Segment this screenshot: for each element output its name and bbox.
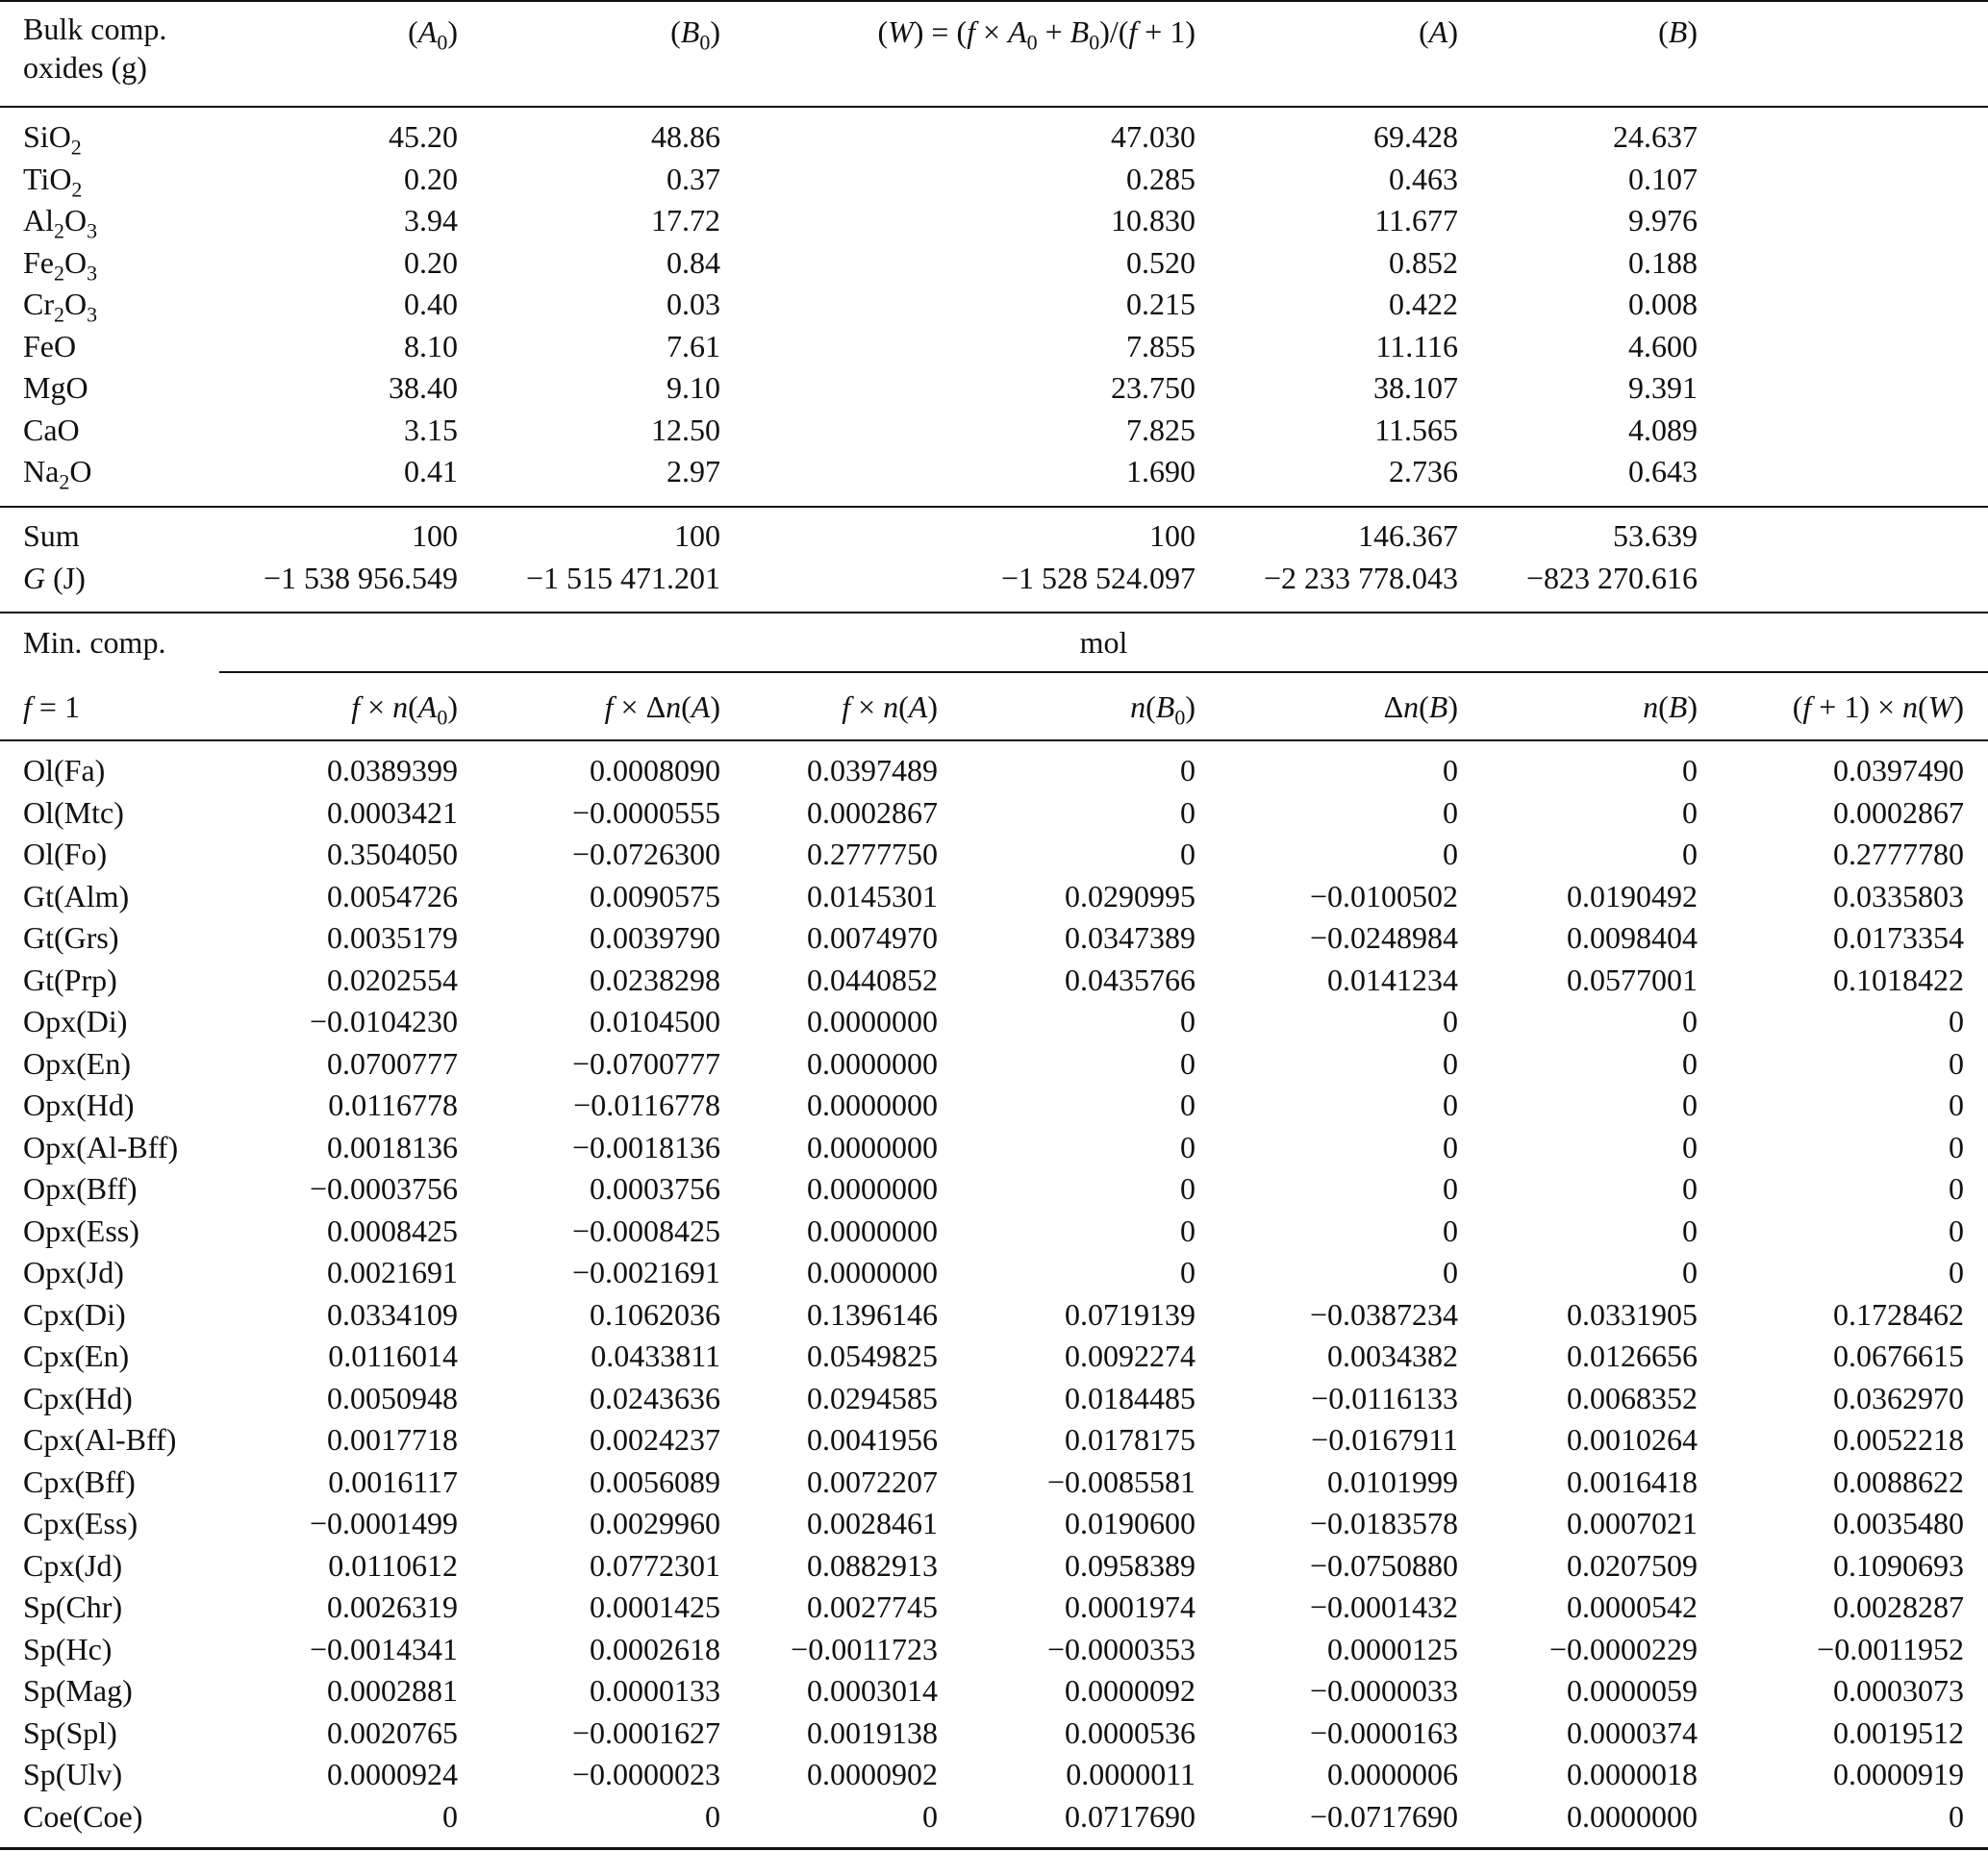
- mineral-value: 0.0026319: [327, 1589, 458, 1624]
- mineral-value: 0.0000059: [1567, 1673, 1698, 1708]
- mineral-value: 0.0054726: [327, 878, 458, 913]
- mineral-value: 0.0028461: [807, 1506, 938, 1540]
- mineral-name: Opx(Di): [23, 1004, 128, 1038]
- mineral-value: 0.0018136: [327, 1129, 458, 1164]
- mineral-value: 0: [922, 1798, 938, 1834]
- oxide-value: 0.03: [667, 287, 720, 321]
- mineral-value: −0.0717690: [1309, 1798, 1458, 1834]
- oxide-value: 23.750: [1111, 370, 1195, 405]
- mineral-value: 0: [1443, 1129, 1458, 1164]
- mineral-name: Sp(Mag): [23, 1673, 133, 1708]
- mineral-value: 0.0001425: [590, 1589, 720, 1624]
- header-f-dnA: f × Δn(A): [604, 689, 720, 724]
- mineral-value: 0.0000018: [1567, 1757, 1698, 1791]
- oxide-value: 0.40: [404, 287, 458, 321]
- mineral-value: 0.0019138: [807, 1714, 938, 1750]
- mineral-name: Gt(Grs): [23, 920, 119, 955]
- mineral-value: 0.0020765: [327, 1714, 458, 1750]
- oxide-value: 38.107: [1373, 370, 1458, 405]
- oxide-value: 0.37: [667, 161, 720, 196]
- header-nB: n(B): [1643, 689, 1698, 724]
- oxides-bottom-rule: [0, 506, 1988, 508]
- mineral-value: 0: [1180, 1213, 1195, 1248]
- mineral-name: Opx(Hd): [23, 1088, 135, 1122]
- oxide-value: 24.637: [1613, 119, 1698, 154]
- mineral-value: −0.0000353: [1046, 1631, 1195, 1666]
- mineral-value: 0.0016418: [1567, 1463, 1698, 1499]
- total-value: −823 270.616: [1525, 560, 1698, 595]
- mineral-value: 0.0008425: [327, 1213, 458, 1248]
- mineral-value: −0.0167911: [1311, 1422, 1458, 1457]
- mineral-value: 0: [1443, 1255, 1458, 1289]
- mineral-value: 0.0145301: [807, 878, 938, 913]
- mineral-value: 0.0202554: [327, 962, 458, 997]
- oxide-value: 0.422: [1389, 287, 1458, 321]
- mineral-name: Opx(En): [23, 1045, 131, 1081]
- oxide-value: 0.41: [404, 454, 458, 488]
- header-b: (B): [1658, 14, 1698, 49]
- mineral-value: −0.0001499: [309, 1506, 458, 1540]
- mineral-value: 0.0002867: [807, 794, 938, 830]
- total-value: 146.367: [1358, 518, 1458, 553]
- mineral-value: 0.0772301: [590, 1547, 720, 1583]
- mineral-value: 0.0028287: [1833, 1589, 1964, 1624]
- table-top-rule: [0, 0, 1988, 2]
- f-equals-header: f = 1: [23, 689, 80, 724]
- header-b0: $(B_0)$: [670, 14, 720, 55]
- mineral-value: 0: [1949, 1213, 1964, 1248]
- mineral-value: 0: [1443, 1171, 1458, 1206]
- mineral-value: 0.0440852: [807, 962, 938, 997]
- total-value: 53.639: [1613, 518, 1698, 553]
- mineral-value: 0.0024237: [590, 1422, 720, 1457]
- mineral-value: 0.0126656: [1567, 1338, 1698, 1373]
- oxide-value: 10.830: [1111, 203, 1195, 238]
- mineral-value: 0: [705, 1798, 720, 1834]
- mineral-value: 0.0000902: [807, 1757, 938, 1791]
- mineral-value: 0.0116778: [328, 1088, 458, 1122]
- mineral-name: Sp(Chr): [23, 1589, 123, 1624]
- header-a: (A): [1419, 14, 1458, 49]
- oxide-value: 11.677: [1374, 203, 1458, 238]
- mineral-name: Opx(Bff): [23, 1171, 138, 1206]
- oxide-value: 0.463: [1389, 161, 1458, 196]
- oxide-value: 0.188: [1628, 244, 1698, 280]
- mineral-name: Sp(Ulv): [23, 1757, 123, 1791]
- mineral-name: Cpx(Bff): [23, 1463, 136, 1499]
- mineral-value: −0.0248984: [1309, 920, 1458, 955]
- mineral-value: 0: [1180, 1004, 1195, 1038]
- mineral-value: 0.0294585: [807, 1380, 938, 1415]
- mineral-value: 0.0002618: [590, 1631, 720, 1666]
- mineral-value: 0: [442, 1798, 458, 1834]
- mineral-value: −0.0011952: [1817, 1631, 1964, 1666]
- mineral-value: 0.2777780: [1833, 837, 1964, 871]
- mineral-value: 0.0001974: [1065, 1589, 1195, 1624]
- oxide-value: 47.030: [1111, 119, 1195, 154]
- oxide-value: 0.20: [404, 161, 458, 196]
- mineral-value: 0: [1949, 1798, 1964, 1834]
- oxide-name: $Fe_2O_3$: [23, 244, 98, 286]
- mineral-value: 0: [1180, 1088, 1195, 1122]
- mineral-value: −0.0008425: [571, 1213, 720, 1248]
- mineral-name: Opx(Al-Bff): [23, 1129, 179, 1164]
- mineral-value: 0.0000006: [1327, 1757, 1458, 1791]
- mineral-value: 0: [1180, 753, 1195, 788]
- mineral-value: 0: [1180, 794, 1195, 830]
- total-value: −1 515 471.201: [525, 560, 720, 595]
- oxide-value: 0.008: [1628, 287, 1698, 321]
- oxide-value: 7.61: [667, 328, 720, 363]
- mineral-value: 0.0003073: [1833, 1673, 1964, 1708]
- mineral-value: −0.0100502: [1309, 878, 1458, 913]
- oxide-value: 17.72: [651, 203, 720, 238]
- mineral-value: 0.0050948: [327, 1380, 458, 1415]
- mineral-value: 0: [1443, 753, 1458, 788]
- mineral-name: Cpx(Jd): [23, 1547, 123, 1583]
- mineral-value: 0.0104500: [590, 1004, 720, 1038]
- mineral-value: −0.0000033: [1309, 1673, 1458, 1708]
- mineral-value: 0.0000011: [1066, 1757, 1195, 1791]
- mineral-name: Cpx(Di): [23, 1296, 126, 1332]
- mineral-value: −0.0116778: [573, 1088, 720, 1122]
- oxide-value: 11.116: [1375, 328, 1458, 363]
- table-bottom-rule: [0, 1847, 1988, 1850]
- oxide-name: TiO$_2$: [23, 161, 83, 202]
- mineral-value: 0.0021691: [327, 1255, 458, 1289]
- mineral-value: 0: [1443, 794, 1458, 830]
- mineral-value: −0.0014341: [309, 1631, 458, 1666]
- mineral-value: 0: [1180, 1129, 1195, 1164]
- oxide-value: 9.976: [1628, 203, 1698, 238]
- oxide-value: 0.643: [1628, 454, 1698, 488]
- mineral-value: 0.0433811: [591, 1338, 720, 1373]
- mineral-value: 0.0397490: [1833, 753, 1964, 788]
- header-a0: $(A_0)$: [408, 14, 458, 55]
- oxide-value: 69.428: [1373, 119, 1458, 154]
- mineral-value: 0.0700777: [327, 1045, 458, 1081]
- mineral-value: 0.3504050: [327, 837, 458, 871]
- mineral-value: 0.0072207: [807, 1463, 938, 1499]
- mineral-value: 0.0000092: [1065, 1673, 1195, 1708]
- mineral-value: 0.0000000: [807, 1129, 938, 1164]
- mineral-value: −0.0001432: [1309, 1589, 1458, 1624]
- mineral-value: 0.0190492: [1567, 878, 1698, 913]
- mineral-value: 0.0000000: [1567, 1798, 1698, 1834]
- mineral-value: 0: [1949, 1129, 1964, 1164]
- oxide-name: CaO: [23, 412, 80, 447]
- oxide-value: 9.391: [1628, 370, 1698, 405]
- oxide-value: 2.97: [667, 454, 720, 488]
- mineral-value: 0.0000000: [807, 1213, 938, 1248]
- mineral-value: 0: [1682, 753, 1698, 788]
- oxide-value: 7.855: [1126, 328, 1195, 363]
- mineral-value: 0.0362970: [1833, 1380, 1964, 1415]
- mineral-value: 0.0717690: [1065, 1798, 1195, 1834]
- mineral-value: 0: [1443, 1004, 1458, 1038]
- mineral-value: −0.0104230: [309, 1004, 458, 1038]
- oxide-value: 0.852: [1389, 244, 1458, 280]
- mineral-value: 0: [1180, 1255, 1195, 1289]
- oxide-value: 0.107: [1628, 161, 1698, 196]
- minerals-header-rule: [0, 739, 1988, 741]
- mineral-name: Sp(Spl): [23, 1714, 117, 1750]
- mineral-value: −0.0387234: [1309, 1296, 1458, 1332]
- mineral-value: 0.0000374: [1567, 1714, 1698, 1750]
- mineral-name: Cpx(Hd): [23, 1380, 133, 1415]
- mineral-value: 0.0397489: [807, 753, 938, 788]
- mineral-value: 0.0056089: [590, 1463, 720, 1499]
- oxide-value: 3.15: [404, 412, 458, 447]
- mineral-value: −0.0021691: [571, 1255, 720, 1289]
- mineral-name: Opx(Jd): [23, 1255, 124, 1289]
- mineral-value: 0.0017718: [327, 1422, 458, 1457]
- mineral-value: 0.0000542: [1567, 1589, 1698, 1624]
- mineral-value: −0.0000023: [571, 1757, 720, 1791]
- oxide-value: 0.20: [404, 244, 458, 280]
- mineral-value: 0.0882913: [807, 1547, 938, 1583]
- mineral-value: 0.0029960: [590, 1506, 720, 1540]
- mineral-value: −0.0183578: [1309, 1506, 1458, 1540]
- oxide-value: 0.285: [1126, 161, 1195, 196]
- mineral-value: 0.0173354: [1833, 920, 1964, 955]
- mineral-value: 0.0000924: [327, 1757, 458, 1791]
- mineral-value: 0.1090693: [1833, 1547, 1964, 1583]
- mineral-value: 0: [1443, 1088, 1458, 1122]
- oxide-value: 9.10: [667, 370, 720, 405]
- mineral-value: 0.0035480: [1833, 1506, 1964, 1540]
- mineral-value: 0.0178175: [1065, 1422, 1195, 1457]
- mineral-value: 0.0002881: [327, 1673, 458, 1708]
- mineral-value: −0.0001627: [571, 1714, 720, 1750]
- mineral-value: 0.0238298: [590, 962, 720, 997]
- mineral-value: 0.2777750: [807, 837, 938, 871]
- mineral-value: 0: [1949, 1045, 1964, 1081]
- mineral-value: 0.0016117: [328, 1463, 458, 1499]
- mineral-value: 0.0243636: [590, 1380, 720, 1415]
- mineral-name: Coe(Coe): [23, 1798, 143, 1834]
- mineral-value: 0.0110612: [328, 1547, 458, 1583]
- mineral-value: −0.0011723: [791, 1631, 938, 1666]
- mineral-value: 0.0027745: [807, 1589, 938, 1624]
- total-value: 100: [412, 518, 458, 553]
- mineral-value: 0: [1682, 1213, 1698, 1248]
- oxide-value: 12.50: [651, 412, 720, 447]
- header-f-nA0: $f \times n(A_0)$: [351, 689, 458, 730]
- mineral-value: 0.0090575: [590, 878, 720, 913]
- mineral-value: 0: [1682, 1171, 1698, 1206]
- mineral-value: 0: [1682, 1088, 1698, 1122]
- bulk-comp-header: Bulk comp. oxides (g): [23, 12, 167, 85]
- mineral-value: 0.1018422: [1833, 962, 1964, 997]
- mineral-value: 0.0092274: [1065, 1338, 1195, 1373]
- mineral-value: 0.0207509: [1567, 1547, 1698, 1583]
- mineral-value: 0.0435766: [1065, 962, 1195, 997]
- mineral-value: 0: [1443, 1045, 1458, 1081]
- mineral-value: 0.0719139: [1065, 1296, 1195, 1332]
- oxide-value: 38.40: [389, 370, 458, 405]
- mineral-value: 0: [1949, 1171, 1964, 1206]
- mineral-value: −0.0000229: [1548, 1631, 1698, 1666]
- header-nB0: $n(B_0)$: [1130, 689, 1195, 730]
- mineral-value: 0.0003421: [327, 794, 458, 830]
- mineral-value: 0.0389399: [327, 753, 458, 788]
- oxide-value: 4.600: [1628, 328, 1698, 363]
- oxide-name: FeO: [23, 328, 77, 363]
- mineral-value: 0: [1443, 1213, 1458, 1248]
- mineral-value: −0.0085581: [1046, 1463, 1195, 1499]
- mineral-name: Ol(Fo): [23, 837, 108, 871]
- mineral-name: Gt(Prp): [23, 962, 117, 997]
- mineral-value: 0.1728462: [1833, 1296, 1964, 1332]
- mineral-value: 0.0000000: [807, 1171, 938, 1206]
- mineral-value: 0.0039790: [590, 920, 720, 955]
- mineral-value: 0.0190600: [1065, 1506, 1195, 1540]
- mineral-value: 0.0007021: [1567, 1506, 1698, 1540]
- mineral-value: 0.0068352: [1567, 1380, 1698, 1415]
- oxide-value: 45.20: [389, 119, 458, 154]
- oxide-name: $Cr_2O_3$: [23, 287, 98, 327]
- total-name: G (J): [23, 560, 86, 595]
- mineral-value: 0.0010264: [1567, 1422, 1698, 1457]
- mineral-value: 0.0184485: [1065, 1380, 1195, 1415]
- oxide-value: 7.825: [1126, 412, 1195, 447]
- mineral-value: 0.1062036: [590, 1296, 720, 1332]
- mineral-value: −0.0003756: [309, 1171, 458, 1206]
- mineral-name: Ol(Fa): [23, 753, 106, 788]
- oxide-value: 0.84: [667, 244, 720, 280]
- oxide-value: 0.215: [1126, 287, 1195, 321]
- mineral-value: 0.0098404: [1567, 920, 1698, 955]
- mineral-value: 0.0088622: [1833, 1463, 1964, 1499]
- mineral-value: 0: [1180, 1171, 1195, 1206]
- mineral-value: −0.0726300: [571, 837, 720, 871]
- mineral-value: 0.1396146: [807, 1296, 938, 1332]
- mineral-value: 0: [1682, 1045, 1698, 1081]
- header-bottom-rule: [0, 106, 1988, 108]
- total-value: −1 538 956.549: [263, 560, 458, 595]
- mineral-value: 0: [1682, 837, 1698, 871]
- total-value: −2 233 778.043: [1263, 560, 1458, 595]
- mineral-name: Cpx(Ess): [23, 1506, 138, 1540]
- mineral-name: Opx(Ess): [23, 1213, 139, 1248]
- mineral-value: 0.0116014: [328, 1338, 458, 1373]
- mineral-value: 0.0000000: [807, 1255, 938, 1289]
- oxide-name: SiO$_2$: [23, 119, 82, 160]
- mineral-value: 0: [1949, 1088, 1964, 1122]
- mineral-value: −0.0000163: [1309, 1714, 1458, 1750]
- mineral-value: 0.0000000: [807, 1088, 938, 1122]
- mineral-value: 0.0019512: [1833, 1714, 1964, 1750]
- oxide-name: $Al_2O_3$: [23, 203, 98, 243]
- mineral-value: 0.0008090: [590, 753, 720, 788]
- total-name: Sum: [23, 518, 80, 553]
- mineral-name: Sp(Hc): [23, 1631, 113, 1666]
- mineral-value: 0.0000125: [1327, 1631, 1458, 1666]
- mineral-value: 0: [1949, 1004, 1964, 1038]
- mineral-value: 0.0035179: [327, 920, 458, 955]
- mineral-value: 0.0041956: [807, 1422, 938, 1457]
- mineral-value: 0.0331905: [1567, 1296, 1698, 1332]
- mineral-value: 0: [1443, 837, 1458, 871]
- min-comp-header: Min. comp.: [23, 625, 166, 660]
- oxide-value: 1.690: [1126, 454, 1195, 488]
- mineral-value: 0.0676615: [1833, 1338, 1964, 1373]
- mineral-value: 0: [1180, 837, 1195, 871]
- mineral-value: 0.0000000: [807, 1045, 938, 1081]
- mineral-value: 0.0347389: [1065, 920, 1195, 955]
- oxide-value: 11.565: [1374, 412, 1458, 447]
- oxide-value: 48.86: [651, 119, 720, 154]
- mineral-value: 0.0000133: [590, 1673, 720, 1708]
- mineral-value: 0: [1682, 1129, 1698, 1164]
- mineral-value: 0.0577001: [1567, 962, 1698, 997]
- mineral-value: 0.0101999: [1327, 1463, 1458, 1499]
- mineral-value: 0.0074970: [807, 920, 938, 955]
- mineral-value: 0.0000000: [807, 1004, 938, 1038]
- oxide-value: 2.736: [1389, 454, 1458, 488]
- mineral-value: 0.0335803: [1833, 878, 1964, 913]
- mineral-value: 0.0002867: [1833, 794, 1964, 830]
- mineral-value: −0.0000555: [571, 794, 720, 830]
- mineral-value: 0: [1682, 794, 1698, 830]
- oxide-name: $Na_2O$: [23, 454, 92, 494]
- mineral-value: 0.0052218: [1833, 1422, 1964, 1457]
- header-f1-nW: (f + 1) × n(W): [1792, 689, 1964, 724]
- total-value: −1 528 524.097: [1000, 560, 1195, 595]
- mol-span-rule: [219, 671, 1988, 673]
- mineral-name: Ol(Mtc): [23, 794, 124, 830]
- totals-bottom-rule: [0, 612, 1988, 613]
- mineral-value: 0: [1949, 1255, 1964, 1289]
- mineral-value: −0.0116133: [1311, 1380, 1458, 1415]
- mineral-value: 0.0003014: [807, 1673, 938, 1708]
- oxide-value: 8.10: [404, 328, 458, 363]
- mineral-value: 0.0003756: [590, 1171, 720, 1206]
- mineral-name: Cpx(En): [23, 1338, 130, 1373]
- oxide-value: 4.089: [1628, 412, 1698, 447]
- mineral-value: 0.0549825: [807, 1338, 938, 1373]
- mineral-value: 0.0290995: [1065, 878, 1195, 913]
- mineral-value: −0.0750880: [1309, 1547, 1458, 1583]
- oxide-name: MgO: [23, 370, 88, 405]
- mineral-value: 0.0000919: [1833, 1757, 1964, 1791]
- mineral-value: 0.0334109: [327, 1296, 458, 1332]
- oxide-value: 3.94: [404, 203, 458, 238]
- header-dnB: Δn(B): [1383, 689, 1458, 724]
- mineral-name: Cpx(Al-Bff): [23, 1422, 177, 1457]
- mineral-value: 0.0000536: [1065, 1714, 1195, 1750]
- oxide-value: 0.520: [1126, 244, 1195, 280]
- mineral-value: −0.0700777: [571, 1045, 720, 1081]
- total-value: 100: [1149, 518, 1195, 553]
- mineral-value: 0.0034382: [1327, 1338, 1458, 1373]
- mineral-value: 0: [1682, 1255, 1698, 1289]
- mineral-value: 0: [1180, 1045, 1195, 1081]
- mineral-value: 0: [1682, 1004, 1698, 1038]
- mol-unit-header: mol: [1079, 625, 1128, 660]
- header-f-nA: f × n(A): [842, 689, 938, 724]
- total-value: 100: [674, 518, 720, 553]
- mineral-value: 0.0141234: [1327, 962, 1458, 997]
- mineral-name: Gt(Alm): [23, 878, 130, 913]
- mineral-value: −0.0018136: [571, 1129, 720, 1164]
- mineral-value: 0.0958389: [1065, 1547, 1195, 1583]
- header-w: $(W) = (f \times A_0 + B_0)/(f + 1)$: [877, 14, 1195, 55]
